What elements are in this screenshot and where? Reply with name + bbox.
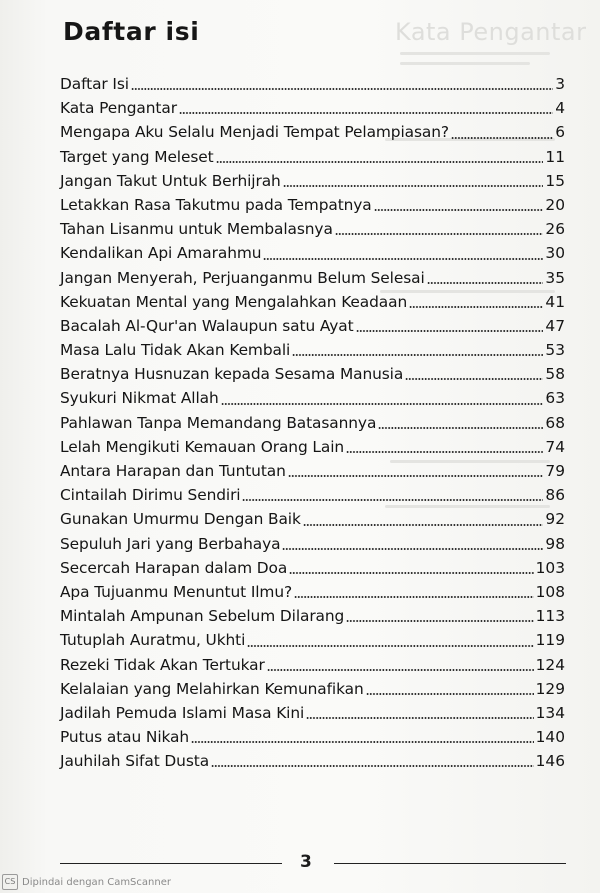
toc-entry [60,411,565,435]
toc-entry [60,653,565,677]
toc-dot-leader [289,572,533,574]
toc-entry [60,435,565,459]
toc-dot-leader [405,378,543,380]
toc-entry-page: 92 [545,510,565,529]
toc-dot-leader [131,88,553,90]
toc-dot-leader [366,693,534,695]
toc-entry-page: 124 [535,655,565,674]
toc-entry-title: Tahan Lisanmu untuk Membalasnya [60,220,333,239]
toc-entry [60,580,565,604]
toc-entry [60,459,565,483]
toc-entry-page: 20 [545,195,565,214]
toc-dot-leader [247,645,533,647]
toc-entry-page: 108 [535,582,565,601]
toc-dot-leader [242,499,543,501]
toc-entry-title: Beratnya Husnuzan kepada Sesama Manusia [60,365,404,384]
bleed-through-line [400,52,550,55]
toc-entry-page: 140 [535,728,565,747]
toc-entry [60,96,565,120]
toc-entry-title: Target yang Meleset [60,147,214,166]
bleed-through-line [400,62,530,65]
footer-rule-left [60,863,282,864]
toc-entry-title: Pahlawan Tanpa Memandang Batasannya [60,413,377,432]
toc-dot-leader [221,403,544,405]
toc-entry-title: Jauhilah Sifat Dusta [60,752,210,771]
toc-entry-title: Jangan Menyerah, Perjuanganmu Belum Selesai [60,268,425,287]
toc-entry-page: 68 [545,413,565,432]
toc-entry-page: 119 [535,631,565,650]
toc-entry [60,169,565,193]
toc-entry-page: 74 [545,437,565,456]
toc-entry-page: 35 [545,268,565,287]
toc-entry-title: Bacalah Al-Qur'an Walaupun satu Ayat [60,316,354,335]
table-of-contents [60,72,565,773]
toc-entry-page: 103 [535,558,565,577]
toc-entry [60,72,565,96]
toc-entry [60,120,565,144]
toc-dot-leader [283,185,544,187]
bleed-through-title: Kata Pengantar [395,18,587,46]
toc-dot-leader [346,451,543,453]
toc-entry-title: Cintailah Dirimu Sendiri [60,486,241,505]
scanner-watermark-text: Dipindai dengan CamScanner [22,876,171,888]
toc-entry [60,677,565,701]
toc-dot-leader [294,596,534,598]
toc-entry-page: 41 [545,292,565,311]
scanner-watermark [2,874,171,890]
toc-entry-title: Kelalaian yang Melahirkan Kemunafikan [60,679,364,698]
toc-dot-leader [179,112,553,114]
camscanner-logo-icon: CS [2,874,18,890]
toc-entry-title: Jangan Takut Untuk Berhijrah [60,171,281,190]
toc-dot-leader [191,741,534,743]
toc-entry [60,362,565,386]
toc-dot-leader [335,233,544,235]
toc-dot-leader [282,548,543,550]
toc-entry [60,145,565,169]
toc-entry-page: 146 [535,752,565,771]
toc-dot-leader [378,427,543,429]
toc-entry-page: 6 [555,123,565,142]
toc-entry [60,483,565,507]
toc-entry-page: 98 [545,534,565,553]
toc-entry [60,604,565,628]
toc-entry [60,532,565,556]
toc-entry-title: Jadilah Pemuda Islami Masa Kini [60,703,305,722]
toc-entry-page: 30 [545,244,565,263]
toc-entry-title: Rezeki Tidak Akan Tertukar [60,655,265,674]
toc-entry-page: 134 [535,703,565,722]
toc-entry-title: Letakkan Rasa Takutmu pada Tempatnya [60,195,372,214]
toc-entry [60,386,565,410]
footer-page-number: 3 [300,852,312,872]
toc-entry-title: Sepuluh Jari yang Berbahaya [60,534,281,553]
toc-entry-title: Lelah Mengikuti Kemauan Orang Lain [60,437,345,456]
toc-entry [60,725,565,749]
toc-entry [60,507,565,531]
toc-entry-title: Masa Lalu Tidak Akan Kembali [60,341,291,360]
toc-dot-leader [306,717,533,719]
toc-entry [60,749,565,773]
toc-entry-title: Mintalah Ampunan Sebelum Dilarang [60,607,345,626]
toc-entry-page: 11 [545,147,565,166]
toc-dot-leader [427,282,544,284]
toc-entry-page: 63 [545,389,565,408]
toc-entry-page: 53 [545,341,565,360]
toc-entry-title: Kata Pengantar [60,99,177,118]
toc-entry-page: 129 [535,679,565,698]
toc-entry-page: 26 [545,220,565,239]
toc-entry [60,314,565,338]
page-title: Daftar isi [63,17,200,46]
toc-entry [60,266,565,290]
toc-dot-leader [303,524,544,526]
toc-entry-page: 4 [555,99,565,118]
toc-dot-leader [356,330,544,332]
toc-entry-title: Apa Tujuanmu Menuntut Ilmu? [60,582,293,601]
toc-entry-title: Daftar Isi [60,75,129,93]
toc-dot-leader [216,161,544,163]
toc-dot-leader [451,137,553,139]
toc-entry [60,241,565,265]
toc-entry [60,556,565,580]
footer-rule-right [334,863,566,864]
toc-entry [60,290,565,314]
toc-entry-title: Syukuri Nikmat Allah [60,389,219,408]
toc-entry-title: Mengapa Aku Selalu Menjadi Tempat Pelampiasan? [60,123,449,142]
toc-entry-title: Antara Harapan dan Tuntutan [60,462,286,480]
toc-dot-leader [292,354,543,356]
toc-dot-leader [267,669,534,671]
toc-dot-leader [374,209,544,211]
toc-entry-title: Kendalikan Api Amarahmu [60,244,262,263]
toc-entry [60,628,565,652]
toc-entry-title: Putus atau Nikah [60,728,190,747]
toc-entry-page: 47 [545,316,565,335]
toc-dot-leader [346,620,533,622]
toc-entry-page: 15 [545,171,565,190]
toc-entry-title: Tutuplah Auratmu, Ukhti [60,631,246,650]
toc-entry [60,193,565,217]
toc-entry-page: 86 [545,486,565,505]
toc-dot-leader [288,475,544,477]
toc-entry-page: 58 [545,365,565,384]
toc-entry [60,701,565,725]
toc-entry-page: 79 [545,462,565,480]
toc-dot-leader [409,306,543,308]
toc-dot-leader [263,258,543,260]
toc-entry-page: 113 [535,607,565,626]
toc-entry-title: Secercah Harapan dalam Doa [60,558,288,577]
toc-dot-leader [211,765,534,767]
toc-entry [60,338,565,362]
toc-entry-title: Kekuatan Mental yang Mengalahkan Keadaan [60,292,408,311]
toc-entry-title: Gunakan Umurmu Dengan Baik [60,510,301,529]
toc-entry [60,217,565,241]
toc-entry-page: 3 [555,75,565,93]
